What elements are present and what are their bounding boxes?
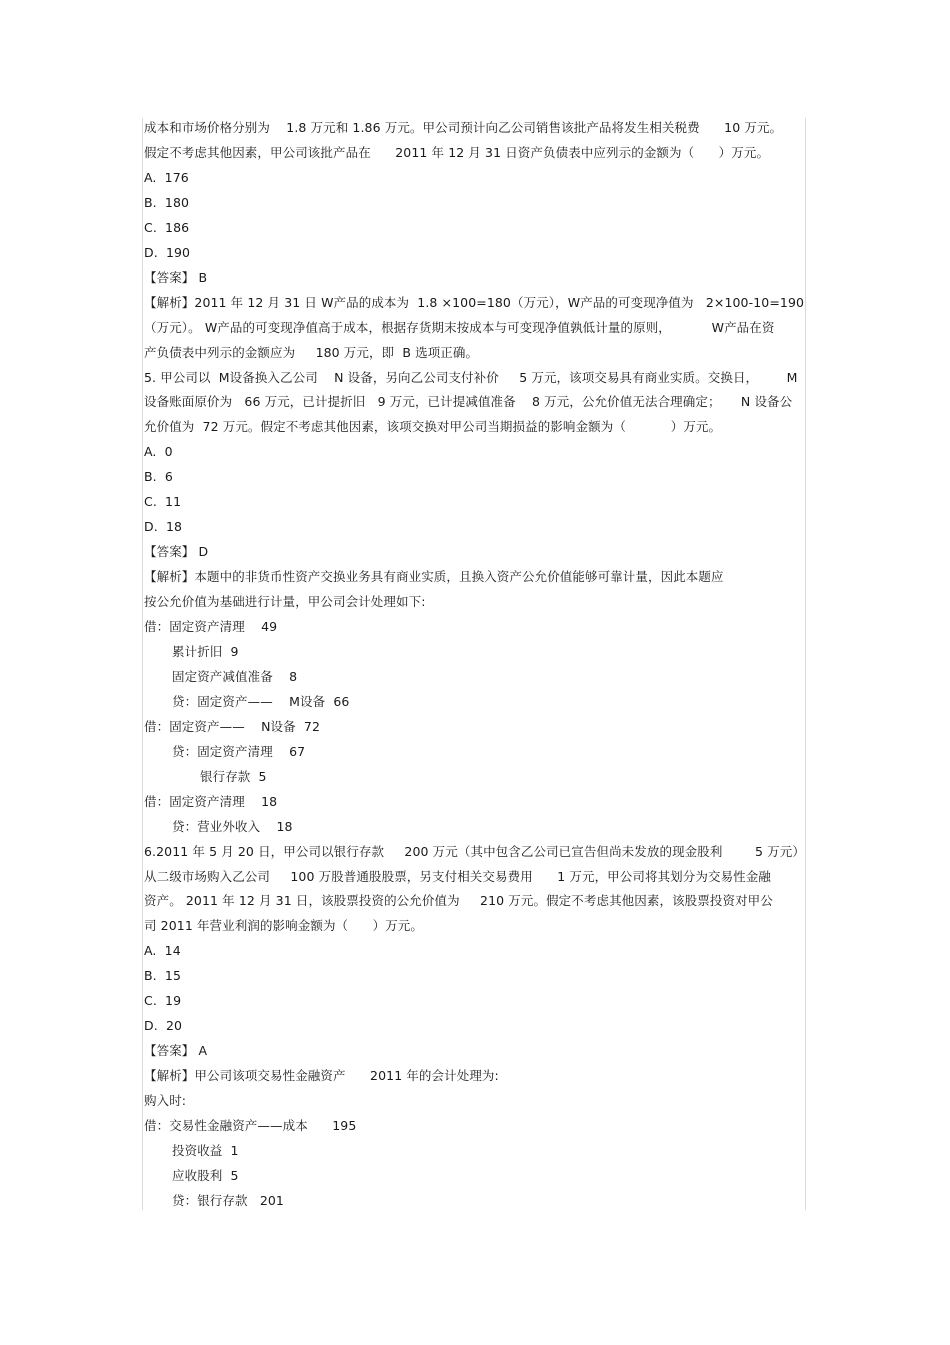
text-line: 贷：银行存款 201 xyxy=(172,1192,284,1208)
text-line: A. 0 xyxy=(144,444,173,460)
text-line: 累计折旧 9 xyxy=(172,643,239,659)
text-line: D. 20 xyxy=(144,1018,183,1034)
text-line: C. 186 xyxy=(144,219,190,235)
text-line: 【解析】甲公司该项交易性金融资产 2011 年的会计处理为: xyxy=(144,1068,499,1084)
text-line: 司 2011 年营业利润的影响金额为（ ）万元。 xyxy=(144,918,423,934)
text-line: 购入时: xyxy=(144,1093,187,1109)
text-line: 应收股利 5 xyxy=(172,1167,239,1183)
text-line: 设备账面原价为 66 万元，已计提折旧 9 万元，已计提减值准备 8 万元，公允价值无法合理确定； N 设备公 xyxy=(144,394,793,410)
text-line: 按公允价值为基础进行计量，甲公司会计处理如下: xyxy=(144,594,426,610)
text-line: 贷：营业外收入 18 xyxy=(172,818,293,834)
text-line: 产负债表中列示的金额应为 180 万元，即 B 选项正确。 xyxy=(144,344,479,360)
text-line: 借：交易性金融资产——成本 195 xyxy=(144,1118,357,1133)
text-line: B. 6 xyxy=(144,469,173,485)
text-line: 【答案】 B xyxy=(144,269,208,285)
text-line: 投资收益 1 xyxy=(172,1142,239,1158)
text-line: 【解析】本题中的非货币性资产交换业务具有商业实质，且换入资产公允价值能够可靠计量，因此本题应 xyxy=(144,569,724,585)
text-line: C. 11 xyxy=(144,494,182,510)
text-line: D. 18 xyxy=(144,519,183,535)
text-line: 6.2011 年 5 月 20 日，甲公司以银行存款 200 万元（其中包含乙公司已宣告但尚未发放的现金股利 5 万元） xyxy=(144,843,805,859)
text-line: 【答案】 A xyxy=(144,1043,208,1059)
text-line: 5. 甲公司以 M设备换入乙公司 N 设备，另向乙公司支付补价 5 万元，该项交易具有商业实质。交换日， M xyxy=(144,369,798,385)
text-line: B. 180 xyxy=(144,194,190,210)
text-line: 固定资产减值准备 8 xyxy=(172,668,298,684)
text-line: 借：固定资产清理 18 xyxy=(144,793,278,809)
text-line: 借：固定资产—— N设备 72 xyxy=(144,718,320,734)
text-line: 【答案】 D xyxy=(144,544,209,560)
text-line: 从二级市场购入乙公司 100 万股普通股股票，另支付相关交易费用 1 万元，甲公司将其划分为交易性金融 xyxy=(144,868,771,884)
text-line: 贷：固定资产—— M设备 66 xyxy=(172,693,350,709)
text-line: （万元）。 W产品的可变现净值高于成本，根据存货期末按成本与可变现净值孰低计量的原则， W产品在资 xyxy=(144,319,775,335)
text-line: 【解析】2011 年 12 月 31 日 W产品的成本为 1.8 ×100=180（万元），W产品的可变现净值为 2×100-10=190 xyxy=(144,294,805,310)
text-line: 银行存款 5 xyxy=(200,768,267,784)
text-line: 资产。 2011 年 12 月 31 日，该股票投资的公允价值为 210 万元。假定不考虑其他因素，该股票投资对甲公 xyxy=(144,893,773,909)
text-line: A. 176 xyxy=(144,169,189,185)
text-line: 假定不考虑其他因素，甲公司该批产品在 2011 年 12 月 31 日资产负债表中应列示的金额为（ ）万元。 xyxy=(144,144,770,160)
text-line: 贷：固定资产清理 67 xyxy=(172,743,306,759)
text-line: D. 190 xyxy=(144,244,191,260)
text-line: B. 15 xyxy=(144,968,182,984)
text-line: A. 14 xyxy=(144,943,181,959)
text-line: 借：固定资产清理 49 xyxy=(144,619,278,634)
text-line: 允价值为 72 万元。假定不考虑其他因素，该项交换对甲公司当期损益的影响金额为（ ）万元。 xyxy=(144,419,722,435)
text-line: 成本和市场价格分别为 1.8 万元和 1.86 万元。甲公司预计向乙公司销售该批产品将发生相关税费 10 万元。 xyxy=(144,120,783,135)
text-line: C. 19 xyxy=(144,993,182,1009)
